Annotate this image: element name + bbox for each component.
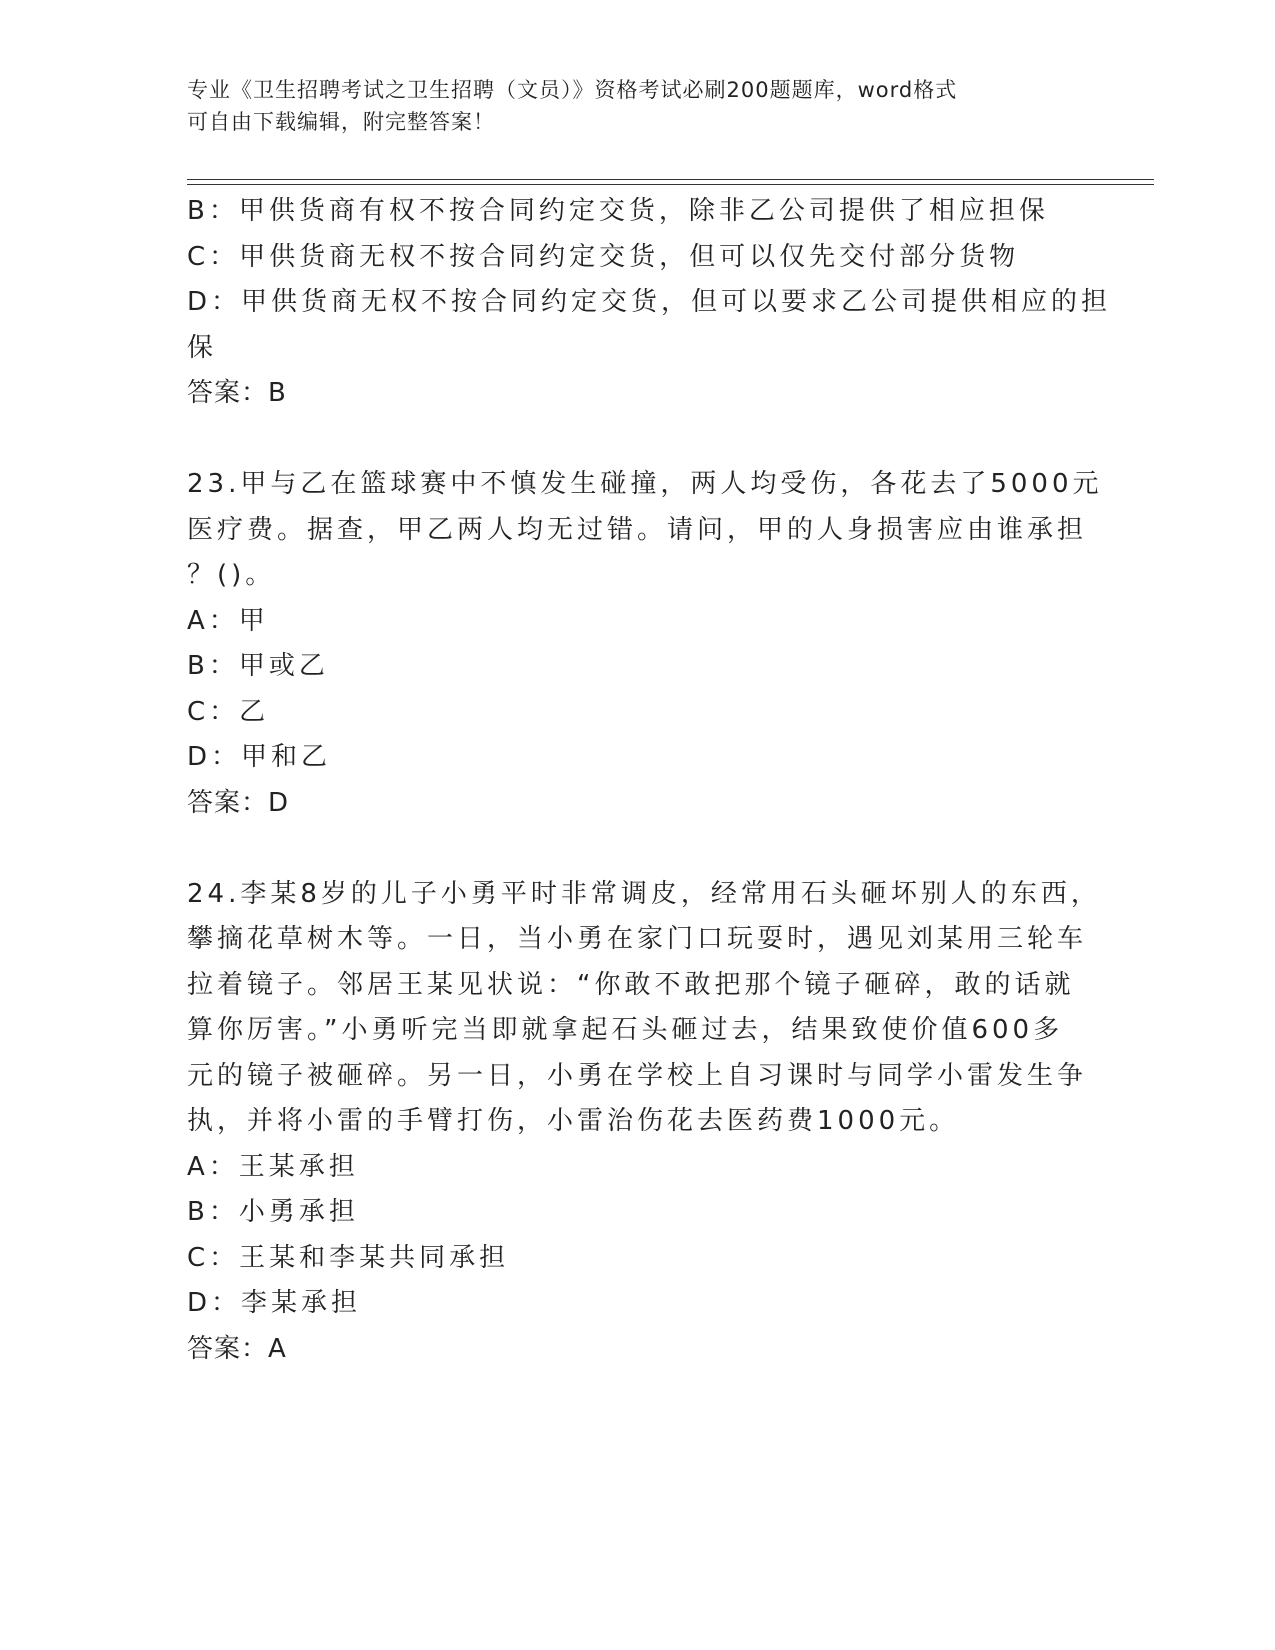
q22-option-d-line-2: 保 [187,332,218,363]
q24-stem-line-3: 拉着镜子。邻居王某见状说：“你敢不敢把那个镜子砸碎，敢的话就 [187,969,1075,1000]
q24-option-a: A：王某承担 [187,1151,359,1182]
question-22-tail [187,189,1112,417]
q22-option-b: B：甲供货商有权不按合同约定交货，除非乙公司提供了相应担保 [187,196,1049,226]
q24-answer: 答案：A [187,1333,287,1364]
q24-stem-line-4: 算你厉害。”小勇听完当即就拿起石头砸过去，结果致使价值600多 [187,1015,1064,1045]
document-body [187,189,1112,1372]
header-divider-bottom [187,184,1154,185]
q23-option-c: C：乙 [187,696,270,727]
q23-option-a: A：甲 [187,605,269,636]
q23-option-b: B：甲或乙 [187,651,329,681]
q22-option-d-line-1: D：甲供货商无权不按合同约定交货，但可以要求乙公司提供相应的担 [187,287,1112,317]
q23-option-d: D：甲和乙 [187,742,332,772]
header-divider-top [187,179,1154,180]
q23-stem-line-3: ？()。 [187,560,276,590]
question-spacer [187,417,1087,463]
header-line-1: 专业《卫生招聘考试之卫生招聘（文员）》资格考试必刷200题题库，word格式 [187,78,958,102]
q24-option-b: B：小勇承担 [187,1197,359,1227]
page-header [187,74,1087,138]
q23-answer: 答案：D [187,787,290,818]
q24-stem-line-5: 元的镜子被砸碎。另一日，小勇在学校上自习课时与同学小雷发生争 [187,1060,1088,1091]
header-line-2: 可自由下载编辑，附完整答案！ [187,110,495,134]
q23-stem-line-2: 医疗费。据查，甲乙两人均无过错。请问，甲的人身损害应由谁承担 [187,514,1088,545]
q24-option-c: C：王某和李某共同承担 [187,1242,510,1273]
q22-answer: 答案：B [187,378,287,408]
q22-option-c: C：甲供货商无权不按合同约定交货，但可以仅先交付部分货物 [187,241,1020,272]
q24-stem-line-6: 执，并将小雷的手臂打伤，小雷治伤花去医药费1000元。 [187,1106,960,1136]
question-23 [187,462,1103,826]
question-spacer [187,826,1087,872]
question-24 [187,872,1101,1373]
q24-stem-line-1: 24.李某8岁的儿子小勇平时非常调皮，经常用石头砸坏别人的东西， [187,878,1101,909]
q24-option-d: D：李某承担 [187,1288,362,1318]
q24-stem-line-2: 攀摘花草树木等。一日，当小勇在家门口玩耍时，遇见刘某用三轮车 [187,924,1088,954]
q23-stem-line-1: 23.甲与乙在篮球赛中不慎发生碰撞，两人均受伤，各花去了5000元 [187,469,1103,499]
